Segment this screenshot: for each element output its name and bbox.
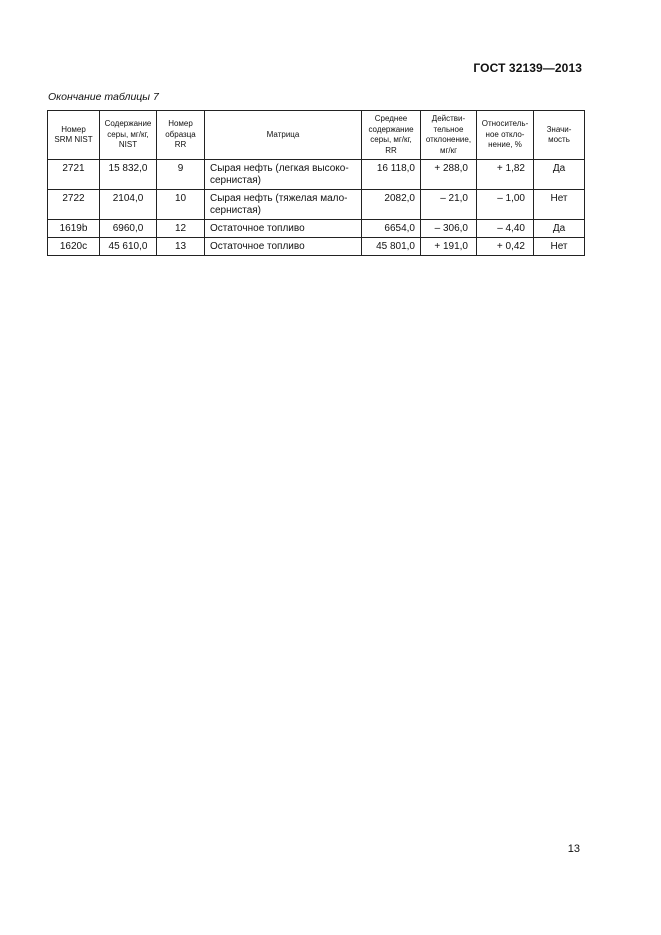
- table-header-row: [48, 111, 585, 160]
- data-table: [47, 110, 585, 256]
- cell-mean-sulfur-rr: 16 118,0: [362, 160, 421, 190]
- cell-srm-number: 2721: [48, 160, 100, 190]
- cell-rr-sample-number: 10: [157, 190, 205, 220]
- cell-matrix: Сырая нефть (тяжелая мало-сернистая): [205, 190, 362, 220]
- cell-actual-deviation: + 288,0: [421, 160, 477, 190]
- cell-significance: Нет: [534, 190, 585, 220]
- cell-relative-deviation: – 1,00: [477, 190, 534, 220]
- cell-mean-sulfur-rr: 6654,0: [362, 220, 421, 238]
- cell-significance: Да: [534, 160, 585, 190]
- table-caption: Окончание таблицы 7: [48, 91, 159, 103]
- cell-sulfur-nist: 15 832,0: [100, 160, 157, 190]
- cell-srm-number: 1620c: [48, 238, 100, 256]
- header-matrix: Матрица: [205, 111, 362, 160]
- cell-sulfur-nist: 6960,0: [100, 220, 157, 238]
- cell-srm-number: 1619b: [48, 220, 100, 238]
- table-row: [48, 160, 585, 190]
- cell-matrix: Остаточное топливо: [205, 220, 362, 238]
- cell-significance: Да: [534, 220, 585, 238]
- header-mean-sulfur-rr: Среднее содержание серы, мг/кг, RR: [362, 111, 421, 160]
- cell-significance: Нет: [534, 238, 585, 256]
- document-code: ГОСТ 32139—2013: [473, 61, 582, 75]
- table-row: [48, 220, 585, 238]
- table-row: [48, 190, 585, 220]
- cell-actual-deviation: – 306,0: [421, 220, 477, 238]
- cell-actual-deviation: + 191,0: [421, 238, 477, 256]
- table-row: [48, 238, 585, 256]
- cell-matrix: Остаточное топливо: [205, 238, 362, 256]
- header-srm-number: Номер SRM NIST: [48, 111, 100, 160]
- cell-rr-sample-number: 13: [157, 238, 205, 256]
- cell-rr-sample-number: 12: [157, 220, 205, 238]
- cell-relative-deviation: + 1,82: [477, 160, 534, 190]
- cell-relative-deviation: – 4,40: [477, 220, 534, 238]
- page-number: 13: [567, 843, 580, 855]
- cell-srm-number: 2722: [48, 190, 100, 220]
- header-sulfur-nist: Содержание серы, мг/кг, NIST: [100, 111, 157, 160]
- header-rr-sample-number: Номер образца RR: [157, 111, 205, 160]
- header-relative-deviation: Относитель- ное откло- нение, %: [477, 111, 534, 160]
- cell-rr-sample-number: 9: [157, 160, 205, 190]
- cell-mean-sulfur-rr: 2082,0: [362, 190, 421, 220]
- cell-actual-deviation: – 21,0: [421, 190, 477, 220]
- cell-sulfur-nist: 2104,0: [100, 190, 157, 220]
- cell-relative-deviation: + 0,42: [477, 238, 534, 256]
- cell-matrix: Сырая нефть (легкая высоко-сернистая): [205, 160, 362, 190]
- cell-sulfur-nist: 45 610,0: [100, 238, 157, 256]
- header-significance: Значи- мость: [534, 111, 585, 160]
- header-actual-deviation: Действи- тельное отклонение, мг/кг: [421, 111, 477, 160]
- cell-mean-sulfur-rr: 45 801,0: [362, 238, 421, 256]
